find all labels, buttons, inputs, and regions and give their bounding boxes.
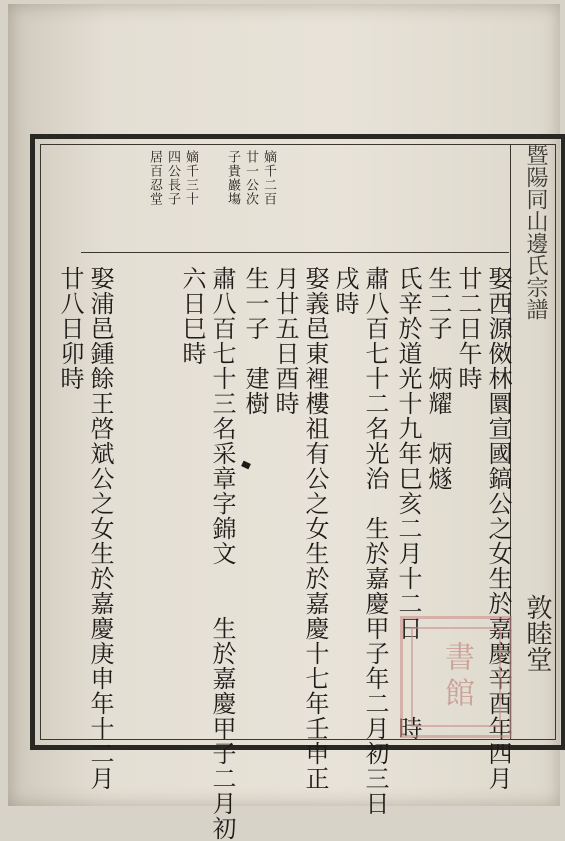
body-col-10: 肅八百七十三名采章字錦文 生於嘉慶甲子二月初 xyxy=(208,266,236,841)
header-divider xyxy=(81,252,509,253)
header-col-4: 嫡千三十 xyxy=(183,150,198,206)
body-col-7: 娶義邑東裡樓祖有公之女生於嘉慶十七年壬申正 xyxy=(301,266,329,791)
seal-text: 書館 xyxy=(439,641,474,713)
body-col-13: 廿八日卯時 xyxy=(56,266,84,391)
header-col-6: 居百忍堂 xyxy=(147,150,162,206)
hall-name: 敦睦堂 xyxy=(522,594,552,672)
header-col-5: 四公長子 xyxy=(165,150,180,206)
body-col-12: 娶浦邑鍾餘王啓斌公之女生於嘉慶庚申年十二月 xyxy=(86,266,114,791)
collector-seal xyxy=(400,616,512,738)
body-col-8: 月廿五日酉時 xyxy=(271,266,299,416)
book-page xyxy=(8,4,560,841)
header-col-1: 嫡千二百 xyxy=(261,150,276,206)
header-col-2: 廿一公次 xyxy=(243,150,258,206)
spine-title: 暨陽同山邊氏宗譜 xyxy=(523,144,548,320)
body-col-2: 廿二日午時 xyxy=(454,266,482,391)
body-col-3: 生二子 炳耀 炳燧 xyxy=(424,266,452,491)
body-col-6: 戌時 xyxy=(331,266,359,316)
body-col-1: 娶西源傚林圜宣國鎬公之女生於嘉慶辛酉年四月 xyxy=(484,266,512,791)
body-col-11: 六日巳時 xyxy=(178,266,206,366)
body-col-9: 生一子 建樹 xyxy=(241,266,269,416)
body-col-5: 肅八百七十二名光治 生於嘉慶甲子年二月初三日 xyxy=(361,266,389,816)
header-col-3: 子貴巖塲 xyxy=(225,150,240,206)
body-col-4: 氏辛於道光十九年巳亥二月十二日 時 xyxy=(394,266,422,741)
